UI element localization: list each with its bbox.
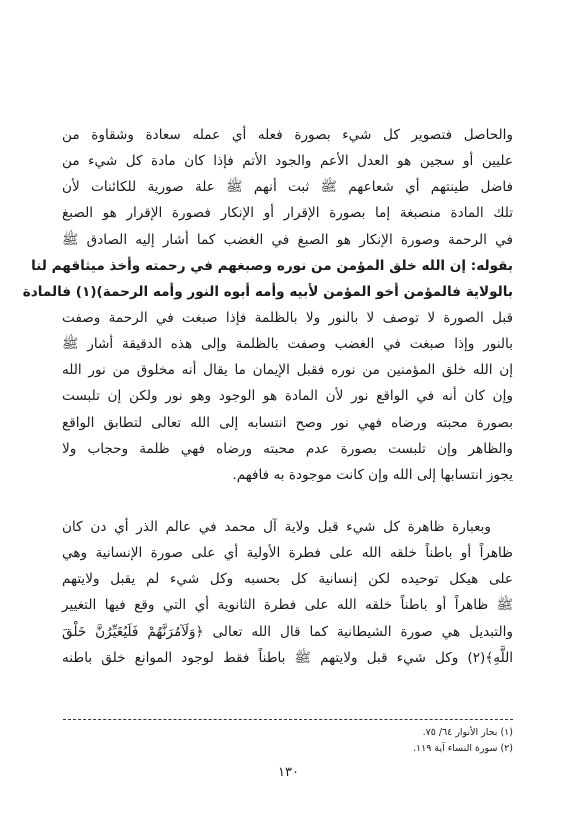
text-line: إن الله خلق المؤمنين من نوره فقبل الإيمان ما يقال أنه مخلوق من نور الله — [62, 362, 513, 379]
text-line: ﷺ ظاهراً أو باطناً خلقه الله على فطرة الثانوية أي التي وقع فيها التغيير — [62, 597, 513, 614]
text-line: ظاهراً أو باطناً خلقه الله على فطرة الأولية أي على صورة الإنسانية وهي — [62, 545, 513, 562]
text-line: على هيكل توحيده لكن إنسانية كل بحسبه وكل شيء لم يقبل ولايتهم — [62, 571, 513, 588]
text-line: عليين أو سجين هو العدل الأعم والجود الأتم فإذا كان مادة كل شيء من — [62, 153, 513, 170]
text-line: في الرحمة وصورة الإنكار هو الصبغ في الغضب كما أشار إليه الصادق ﷺ — [62, 231, 513, 248]
text-line: والتبديل هي صورة الشيطانية كما قال الله تعالى ﴿وَلَآمُرَنَّهُمْ فَلَيُغَيِّرُنَّ خَلْقَ — [62, 623, 513, 640]
footnote: (١) بحار الأنوار ٦٤/ ٧٥. — [422, 727, 513, 738]
text-line: يجوز انتسابها إلى الله وإن كانت موجودة به فافهم. — [232, 466, 513, 483]
footnote: (٢) سورة النساء آية ١١٩. — [412, 743, 513, 754]
text-line: فاضل طينتهم أي شعاعهم ﷺ ثبت أنهم ﷺ علة صورية للكائنات لأن — [62, 179, 513, 196]
hadith-line: بالولاية فالمؤمن أخو المؤمن لأبيه وأمه أبوه النور وأمه الرحمة)(١) فالمادة — [22, 283, 513, 300]
page-number: ١٣٠ — [278, 765, 299, 780]
text-line: وإن كان أنه في الواقع نور لأن المادة هو الوجود وهو نور ولكن إن تلبست — [62, 388, 513, 405]
text-line: تلك المادة منصبغة إما بصورة الإقرار أو الإنكار فصورة الإقرار هو الصبغ — [62, 205, 513, 222]
text-line: والحاصل فتصوير كل شيء بصورة فعله أي عمله سعادة وشقاوة من — [62, 127, 513, 143]
text-line: والظاهر وإن تلبست بصورة عدم محبته ورضاه فهي ظلمة وحجاب ولا — [62, 440, 513, 457]
footnotes — [73, 725, 513, 757]
footnote-divider — [63, 719, 513, 720]
text-line: قبل الصورة لا توصف لا بالنور ولا بالظلمة فإذا صبغت في الرحمة وصفت — [62, 309, 513, 326]
text-line: بصورة محبته ورضاه فهي نور وصح انتسابه إلى الله تعالى لتطابق الواقع — [62, 414, 513, 431]
text-line: اللَّهِ﴾(٢) وكل شيء قبل ولايتهم ﷺ باطناً فقط لوجود الموانع خلق باطنه — [62, 649, 513, 666]
hadith-line: بقوله: إن الله خلق المؤمن من نوره وصبغهم في رحمته وأخذ ميثاقهم لنا — [31, 257, 513, 274]
text-line: وبعبارة ظاهرة كل شيء قبل ولاية آل محمد في عالم الذر أي دن كان — [62, 519, 491, 535]
paragraph-2 — [62, 514, 513, 671]
paragraph-1 — [22, 122, 513, 488]
text-line: بالنور وإذا صبغت في الغضب وصفت بالظلمة وإلى هذه الدقيقة أشار ﷺ — [62, 336, 513, 353]
